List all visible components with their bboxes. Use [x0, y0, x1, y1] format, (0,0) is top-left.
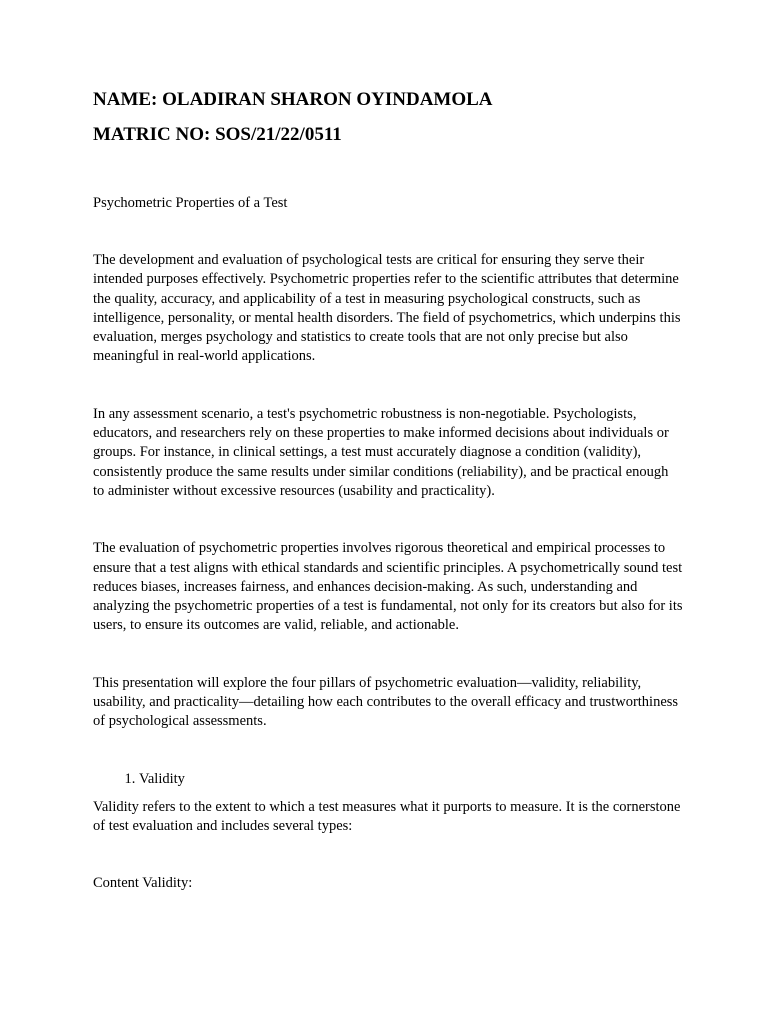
document-page: [93, 88, 683, 894]
intro-paragraph: The development and evaluation of psychological tests are critical for ensuring they serve their intended purposes effectively. Psychometric properties refer to the scientific attributes that determine the quality, accuracy, and applicability of a test in measuring psychological constructs, such as intelligence, personality, or mental health disorders. The field of psychometrics, which underpins this evaluation, merges psychology and statistics to create tools that are not only precise but also meaningful in real-world applications.: [93, 252, 681, 365]
content-validity-heading: Content Validity:: [93, 875, 193, 892]
matric-number: MATRIC NO: SOS/21/22/0511: [93, 124, 342, 145]
assessment-paragraph: In any assessment scenario, a test's psychometric robustness is non-negotiable. Psychologists, educators, and researchers rely on these properties to make informed decisions about individuals or groups. For instance, in clinical settings, a test must accurately diagnose a condition (validity), consistently produce the same results under similar conditions (reliability), and be practical enough to administer without excessive resources (usability and practicality).: [93, 405, 669, 499]
section-list: [93, 770, 683, 789]
validity-paragraph: Validity refers to the extent to which a test measures what it purports to measure. It is the cornerstone of test evaluation and includes several types:: [93, 798, 681, 834]
student-name: NAME: OLADIRAN SHARON OYINDAMOLA: [93, 89, 493, 110]
presentation-paragraph: This presentation will explore the four pillars of psychometric evaluation—validity, reliability, usability, and practicality—detailing how each contributes to the overall efficacy and trustworthiness of psychological assessments.: [93, 674, 679, 730]
list-item-validity: 1. Validity: [139, 770, 683, 789]
document-title: Psychometric Properties of a Test: [93, 195, 288, 211]
evaluation-paragraph: The evaluation of psychometric properties involves rigorous theoretical and empirical processes to ensure that a test aligns with ethical standards and scientific principles. A psychometrically sound test reduces biases, increases fairness, and enhances decision-making. As such, understanding and analyzing the psychometric properties of a test is fundamental, not only for its creators but also for its users, to ensure its outcomes are valid, reliable, and actionable.: [93, 540, 683, 634]
